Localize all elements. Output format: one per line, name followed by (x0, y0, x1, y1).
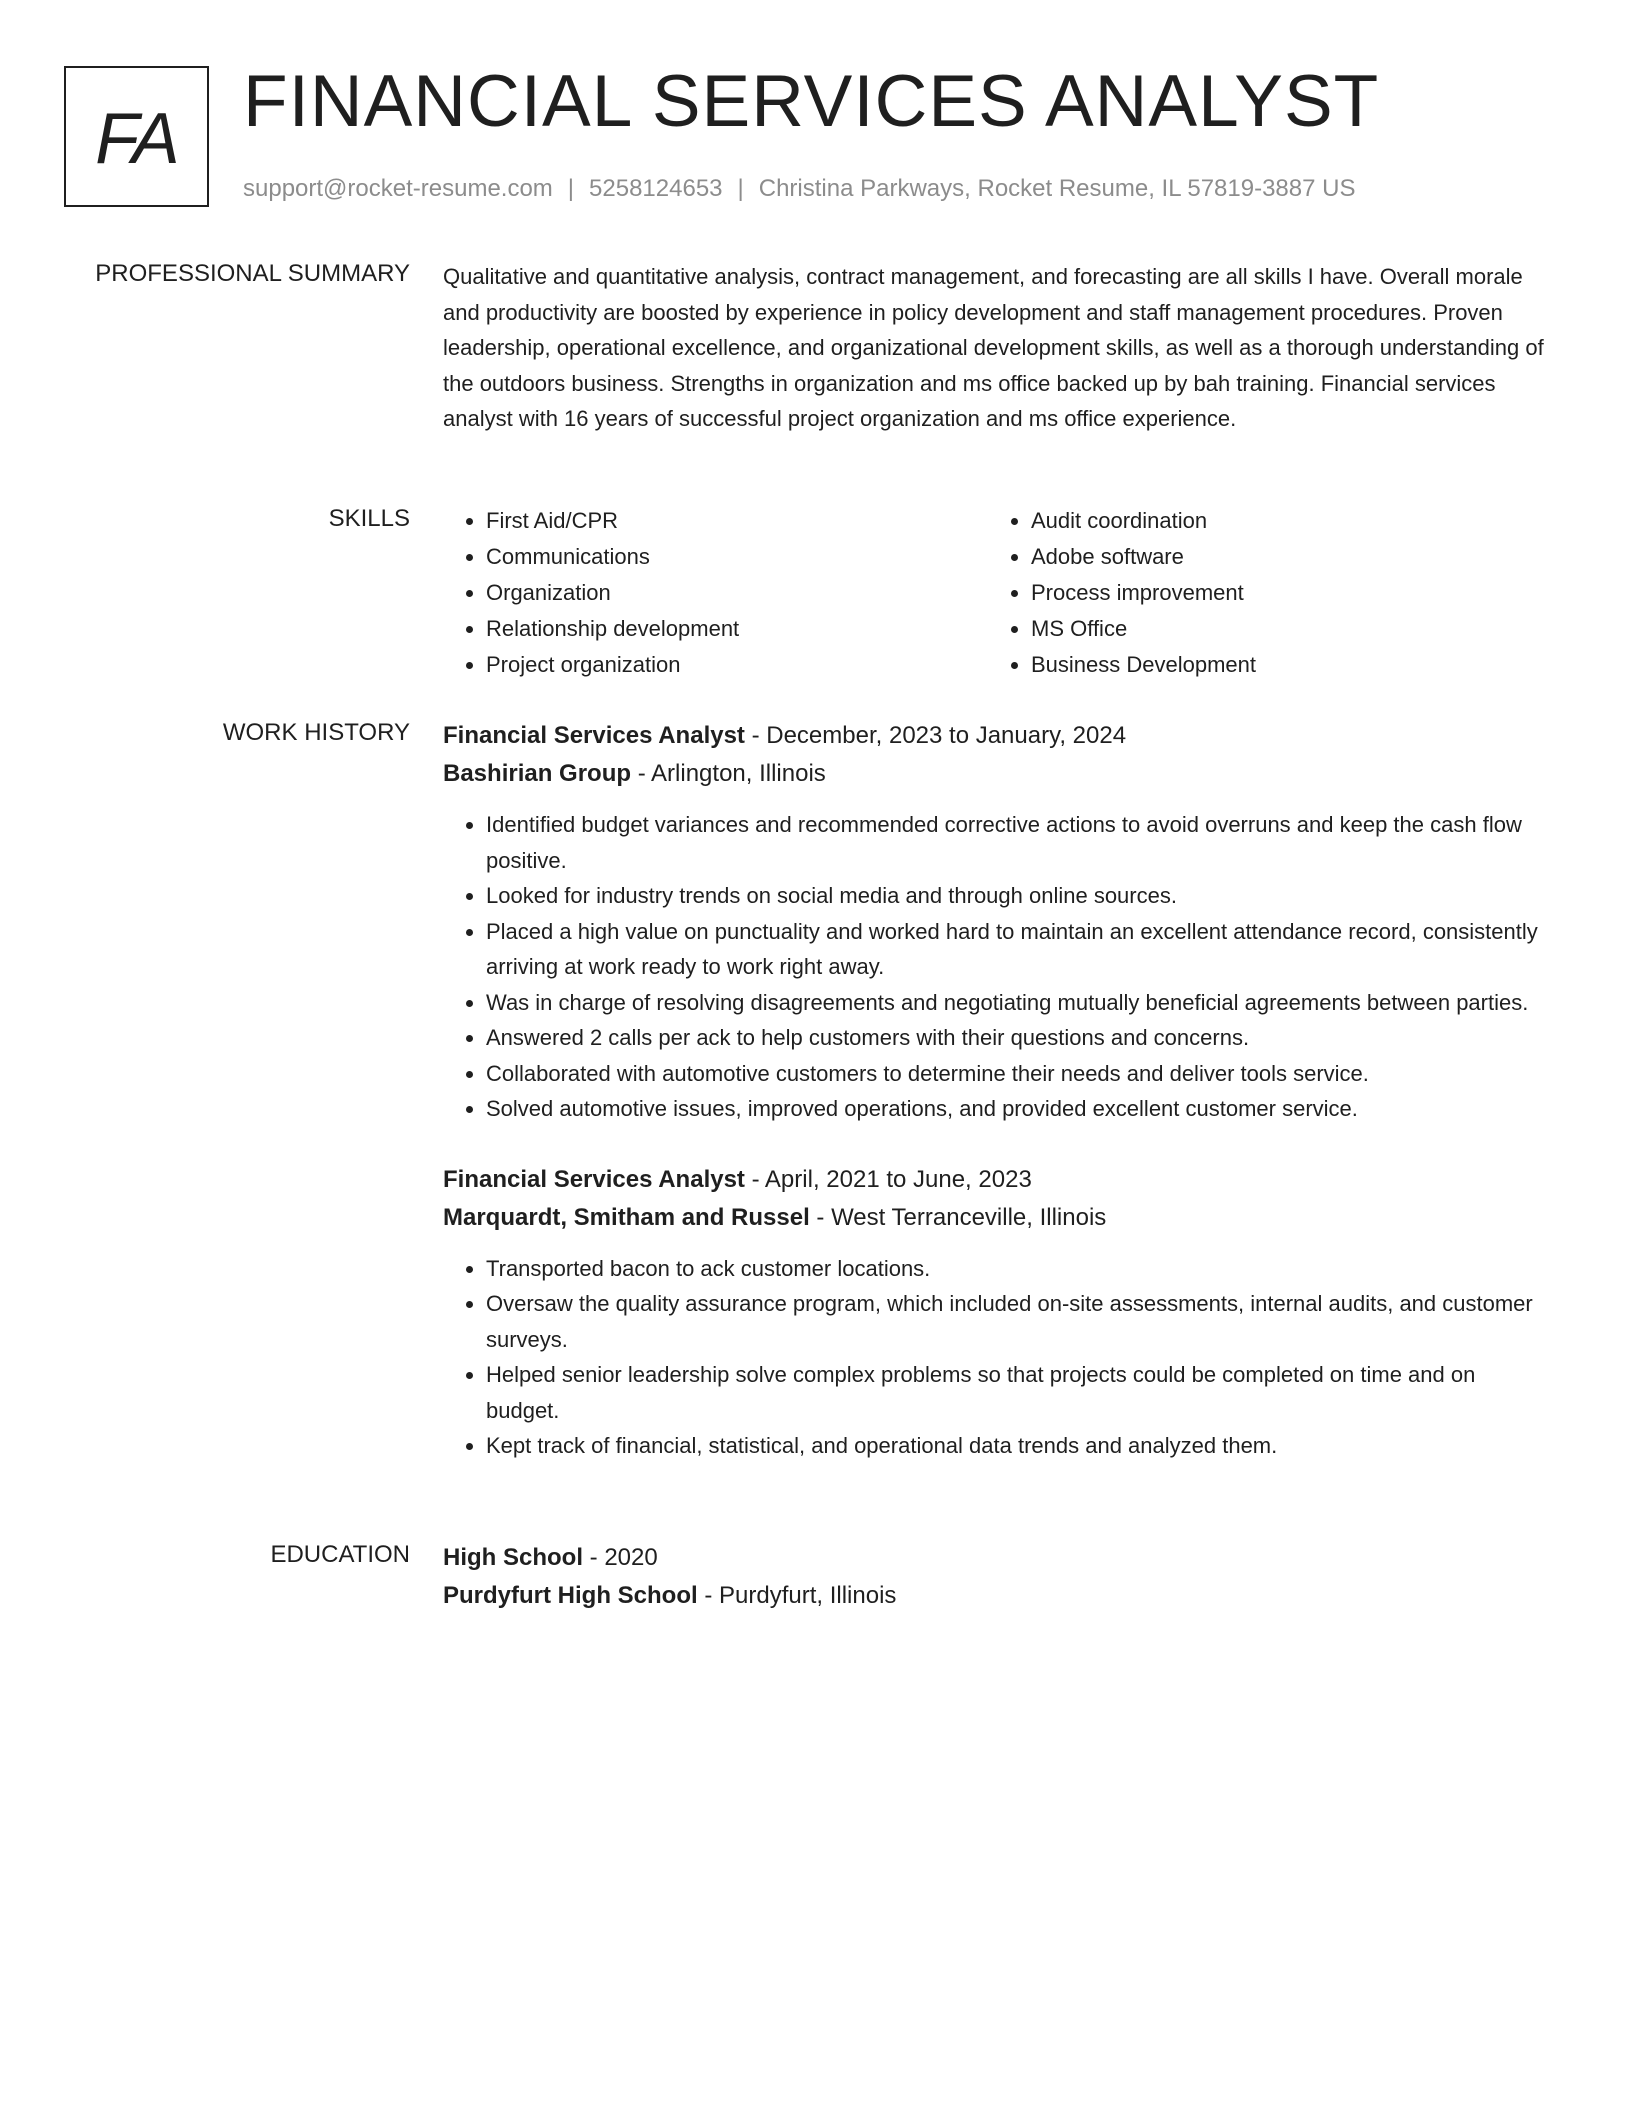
skill-item: • Audit coordination (1031, 503, 1533, 539)
job-bullet: • Placed a high value on punctuality and worked hard to maintain an excellent attendance record, consistently arriving at work ready to work right away. (486, 914, 1553, 985)
job-bullet: • Looked for industry trends on social media and through online sources. (486, 878, 1553, 914)
job-company: Marquardt, Smitham and Russel (443, 1203, 810, 1231)
education-body (443, 1539, 1553, 1615)
summary-body (443, 259, 1553, 437)
skill-item: • Adobe software (1031, 539, 1533, 575)
job-location: - Arlington, Illinois (631, 760, 826, 787)
skill-item: • Process improvement (1031, 575, 1533, 611)
education-school-line (443, 1577, 1553, 1615)
skills-column-right (988, 503, 1533, 683)
monogram-initials: FA (95, 98, 178, 179)
summary-text: Qualitative and quantitative analysis, contract management, and forecasting are all skills I have. Overall morale and productivity are boosted by experience in policy development and staff management procedures. Proven leadership, operational excellence, and organizational development skills, as well as a thorough understanding of the outdoors business. Strengths in organization and ms office backed up by bah training. Financial services analyst with 16 years of successful project organization and ms office experience. (443, 264, 1544, 431)
contact-email: support@rocket-resume.com (243, 175, 553, 202)
job-bullet-list (443, 807, 1553, 1127)
skill-item: • MS Office (1031, 611, 1533, 647)
skill-item: • Relationship development (486, 611, 988, 647)
section-title-summary: PROFESSIONAL SUMMARY (95, 260, 410, 287)
education-school: Purdyfurt High School (443, 1582, 698, 1609)
section-title-education: EDUCATION (270, 1541, 410, 1568)
job-bullet: • Transported bacon to ack customer locations. (486, 1251, 1553, 1287)
job-entry (443, 717, 1553, 1127)
contact-phone: 5258124653 (589, 175, 723, 202)
job-bullet: • Was in charge of resolving disagreements and negotiating mutually beneficial agreements between parties. (486, 985, 1553, 1021)
skill-item: • First Aid/CPR (486, 503, 988, 539)
job-bullet: • Kept track of financial, statistical, and operational data trends and analyzed them. (486, 1428, 1553, 1464)
education-degree: High School (443, 1544, 583, 1571)
job-entry (443, 1161, 1553, 1464)
job-title-line (443, 717, 1553, 755)
section-title-skills: SKILLS (328, 505, 410, 532)
skill-item: • Project organization (486, 647, 988, 683)
job-bullet-list (443, 1251, 1553, 1464)
job-bullet: • Answered 2 calls per ack to help customers with their questions and concerns. (486, 1020, 1553, 1056)
job-location: - West Terranceville, Illinois (809, 1203, 1107, 1231)
resume-title: FINANCIAL SERVICES ANALYST (243, 61, 1380, 142)
monogram-badge (64, 66, 209, 207)
contact-separator: | (737, 175, 744, 202)
contact-address: Christina Parkways, Rocket Resume, IL 57819-3887 US (758, 175, 1356, 202)
skills-list-left (443, 503, 988, 683)
job-bullet: • Collaborated with automotive customers to determine their needs and deliver tools service. (486, 1056, 1553, 1092)
job-company-line (443, 755, 1553, 793)
skills-column-left (443, 503, 988, 683)
contact-line (243, 173, 1355, 205)
job-role: Financial Services Analyst (443, 1165, 745, 1193)
skills-grid (443, 503, 1553, 683)
skills-list-right (988, 503, 1533, 683)
education-location: - Purdyfurt, Illinois (697, 1582, 897, 1609)
job-role: Financial Services Analyst (443, 722, 745, 749)
education-year: - 2020 (583, 1544, 658, 1571)
education-degree-line (443, 1539, 1553, 1577)
job-bullet: • Solved automotive issues, improved operations, and provided excellent customer service. (486, 1091, 1553, 1127)
job-bullet: • Oversaw the quality assurance program, which included on-site assessments, internal audits, and customer surveys. (486, 1286, 1553, 1357)
skills-body (443, 503, 1553, 683)
skill-item: • Organization (486, 575, 988, 611)
job-dates: - April, 2021 to June, 2023 (744, 1165, 1032, 1193)
job-title-line (443, 1161, 1553, 1199)
job-bullet: • Helped senior leadership solve complex problems so that projects could be completed on time and on budget. (486, 1357, 1553, 1428)
skill-item: • Communications (486, 539, 988, 575)
work-history-body (443, 717, 1553, 1464)
section-title-work-history: WORK HISTORY (222, 719, 410, 746)
job-bullet: • Identified budget variances and recommended corrective actions to avoid overruns and keep the cash flow positive. (486, 807, 1553, 878)
job-dates: - December, 2023 to January, 2024 (744, 722, 1127, 749)
contact-separator: | (567, 175, 575, 202)
skill-item: • Business Development (1031, 647, 1533, 683)
job-company: Bashirian Group (443, 760, 632, 787)
job-company-line (443, 1199, 1553, 1237)
